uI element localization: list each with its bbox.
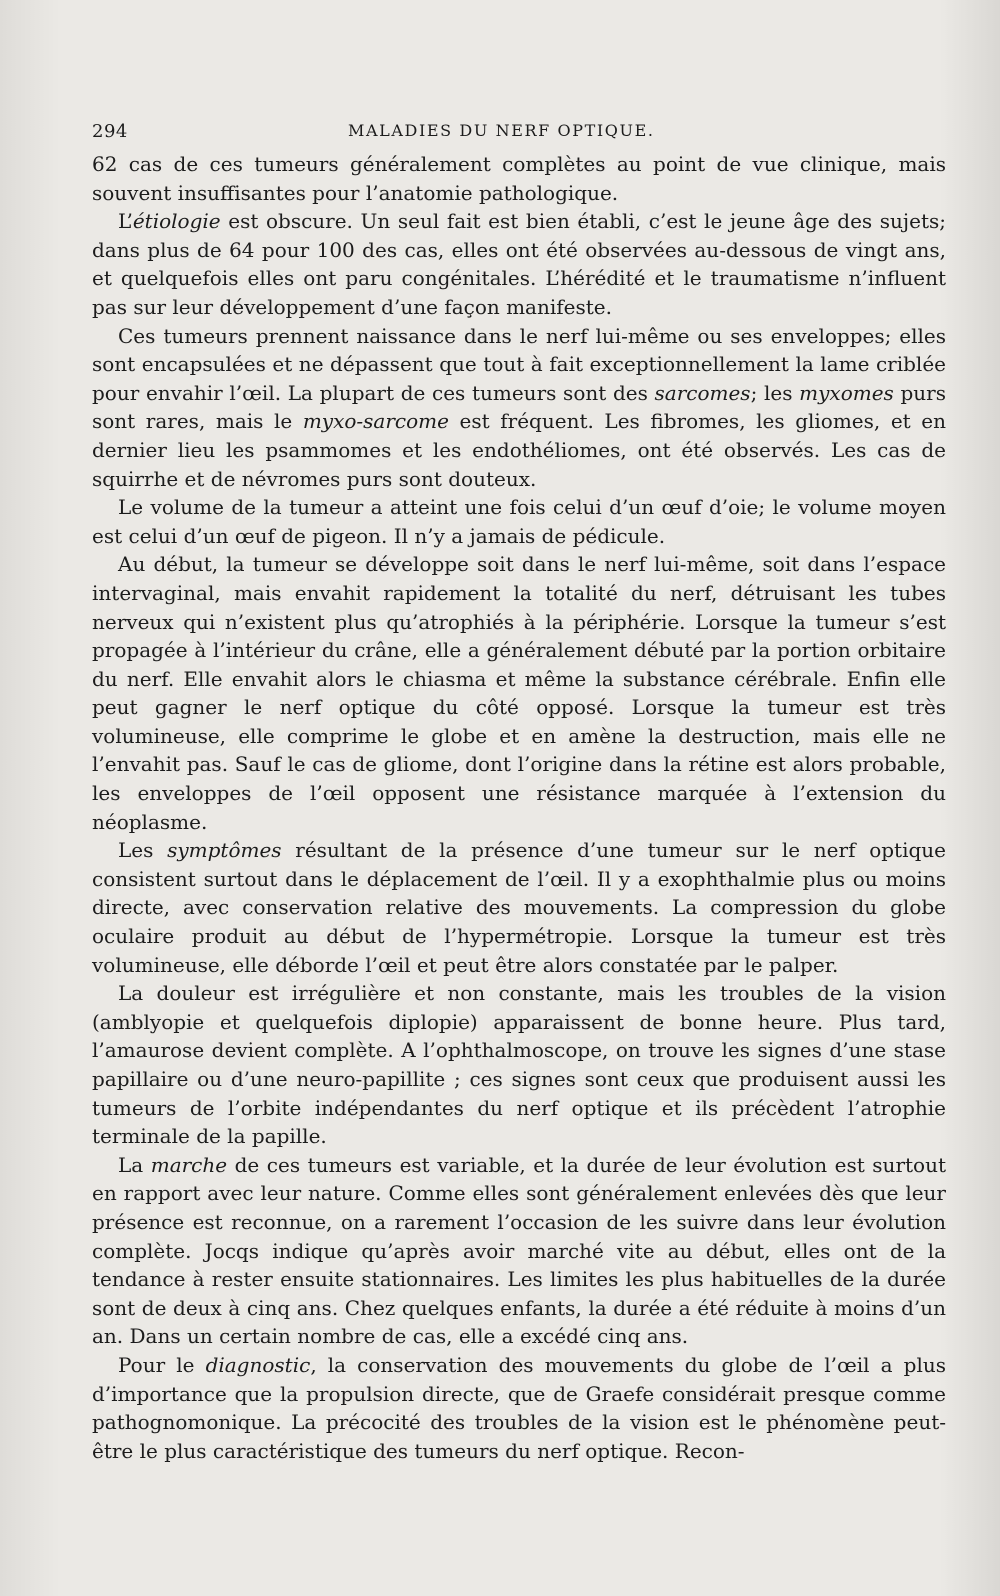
text-run: est obscure. Un seul fait est bien établi, c’est le jeune âge des sujets; dans plus de 64 pour 100 des cas, elles ont été observées au-dessous de vingt ans, et quelquefois elles ont paru congénitales. L’hérédité et le traumatisme n’influent pas sur leur développement d’une façon manifeste. (92, 209, 946, 319)
text-run: La (118, 1152, 151, 1177)
italic-term: sarcomes (654, 380, 751, 405)
text-run: purs sont rares, mais le (92, 380, 946, 434)
paragraph (92, 979, 946, 1151)
italic-term: symptômes (167, 838, 282, 863)
text-run: , la conservation des mouvements du globe de l’œil a plus d’importance que la propulsion directe, que de Graefe considérait presque comme pathognomonique. La précocité des troubles de la vision est le phénomène peut-être le plus caractéristique des tumeurs du nerf optique. Recon- (92, 1352, 947, 1463)
italic-term: myxo-sarcome (302, 409, 449, 434)
paragraph (92, 1351, 946, 1465)
italic-term: myxomes (799, 380, 894, 405)
text-run: résultant de la présence d’une tumeur sur le nerf optique consistent surtout dans le déplacement de l’œil. Il y a exophthalmie plus ou moins directe, avec conservation relative des mouvements. La compression du globe oculaire produit au début de l’hypermétropie. Lorsque la tumeur est très volumineuse, elle déborde l’œil et peut être alors constatée par le palper. (92, 838, 946, 977)
italic-term: étiologie (132, 209, 221, 234)
text-run: est fréquent. Les fibromes, les gliomes, et en dernier lieu les psammomes et les endothéliomes, ont été observés. Les cas de squirrhe et de névromes purs sont douteux. (92, 409, 947, 491)
text-run: L’ (118, 209, 133, 234)
paragraph (92, 550, 946, 836)
text-run: La douleur est irrégulière et non constante, mais les troubles de la vision (amblyopie et quelquefois diplopie) apparaissent de bonne heure. Plus tard, l’amaurose devient complète. A l’ophthalmoscope, on trouve les signes d’une stase papillaire ou d’une neuro-papillite ; ces signes sont ceux que produisent aussi les tumeurs de l’orbite indépendantes du nerf optique et ils précèdent l’atrophie terminale de la papille. (92, 981, 946, 1149)
text-run: Le volume de la tumeur a atteint une fois celui d’un œuf d’oie; le volume moyen est celui d’un œuf de pigeon. Il n’y a jamais de pédicule. (92, 495, 946, 548)
italic-term: marche (150, 1152, 228, 1177)
page-number: 294 (92, 121, 128, 142)
running-title: MALADIES DU NERF OPTIQUE. (348, 121, 655, 140)
text-run: Ces tumeurs prennent naissance dans le nerf lui-même ou ses enveloppes; elles sont encapsulées et ne dépassent que tout à fait exceptionnellement la lame criblée pour envahir l’œil. La plupart de ces tumeurs sont des (92, 323, 946, 405)
paragraph (92, 207, 946, 321)
text-run: Au début, la tumeur se développe soit dans le nerf lui-même, soit dans l’espace intervaginal, mais envahit rapidement la totalité du nerf, détruisant les tubes nerveux qui n’existent plus qu’atrophiés à la périphérie. Lorsque la tumeur s’est propagée à l’intérieur du crâne, elle a généralement débuté par la portion orbitaire du nerf. Elle envahit alors le chiasma et même la substance cérébrale. Enfin elle peut gagner le nerf optique du côté opposé. Lorsque la tumeur est très volumineuse, elle comprime le globe et en amène la destruction, mais elle ne l’envahit pas. Sauf le cas de gliome, dont l’origine dans la rétine est alors probable, les enveloppes de l’œil opposent une résistance marquée à l’extension du néoplasme. (92, 552, 946, 834)
paragraph (92, 493, 946, 550)
text-run: de ces tumeurs est variable, et la durée de leur évolution est surtout en rapport avec leur nature. Comme elles sont généralement enlevées dès que leur présence est reconnue, on a rarement l’occasion de les suivre dans leur évolution complète. Jocqs indique qu’après avoir marché vite au début, elles ont de la tendance à rester ensuite stationnaires. Les limites les plus habituelles de la durée sont de deux à cinq ans. Chez quelques enfants, la durée a été réduite à moins d’un an. Dans un certain nombre de cas, elle a excédé cinq ans. (92, 1152, 946, 1349)
paragraph (92, 322, 946, 494)
text-run: Pour le (118, 1352, 206, 1377)
paragraph (92, 150, 946, 207)
page-header (92, 112, 684, 152)
paragraph (92, 1151, 946, 1351)
text-run: ; les (750, 380, 800, 405)
paragraph (92, 836, 946, 979)
text-run: 62 cas de ces tumeurs généralement complètes au point de vue clinique, mais souvent insuffisantes pour l’anatomie pathologique. (92, 152, 946, 205)
italic-term: diagnostic (205, 1352, 311, 1377)
text-run: Les (118, 838, 168, 863)
body-text (92, 150, 946, 1465)
